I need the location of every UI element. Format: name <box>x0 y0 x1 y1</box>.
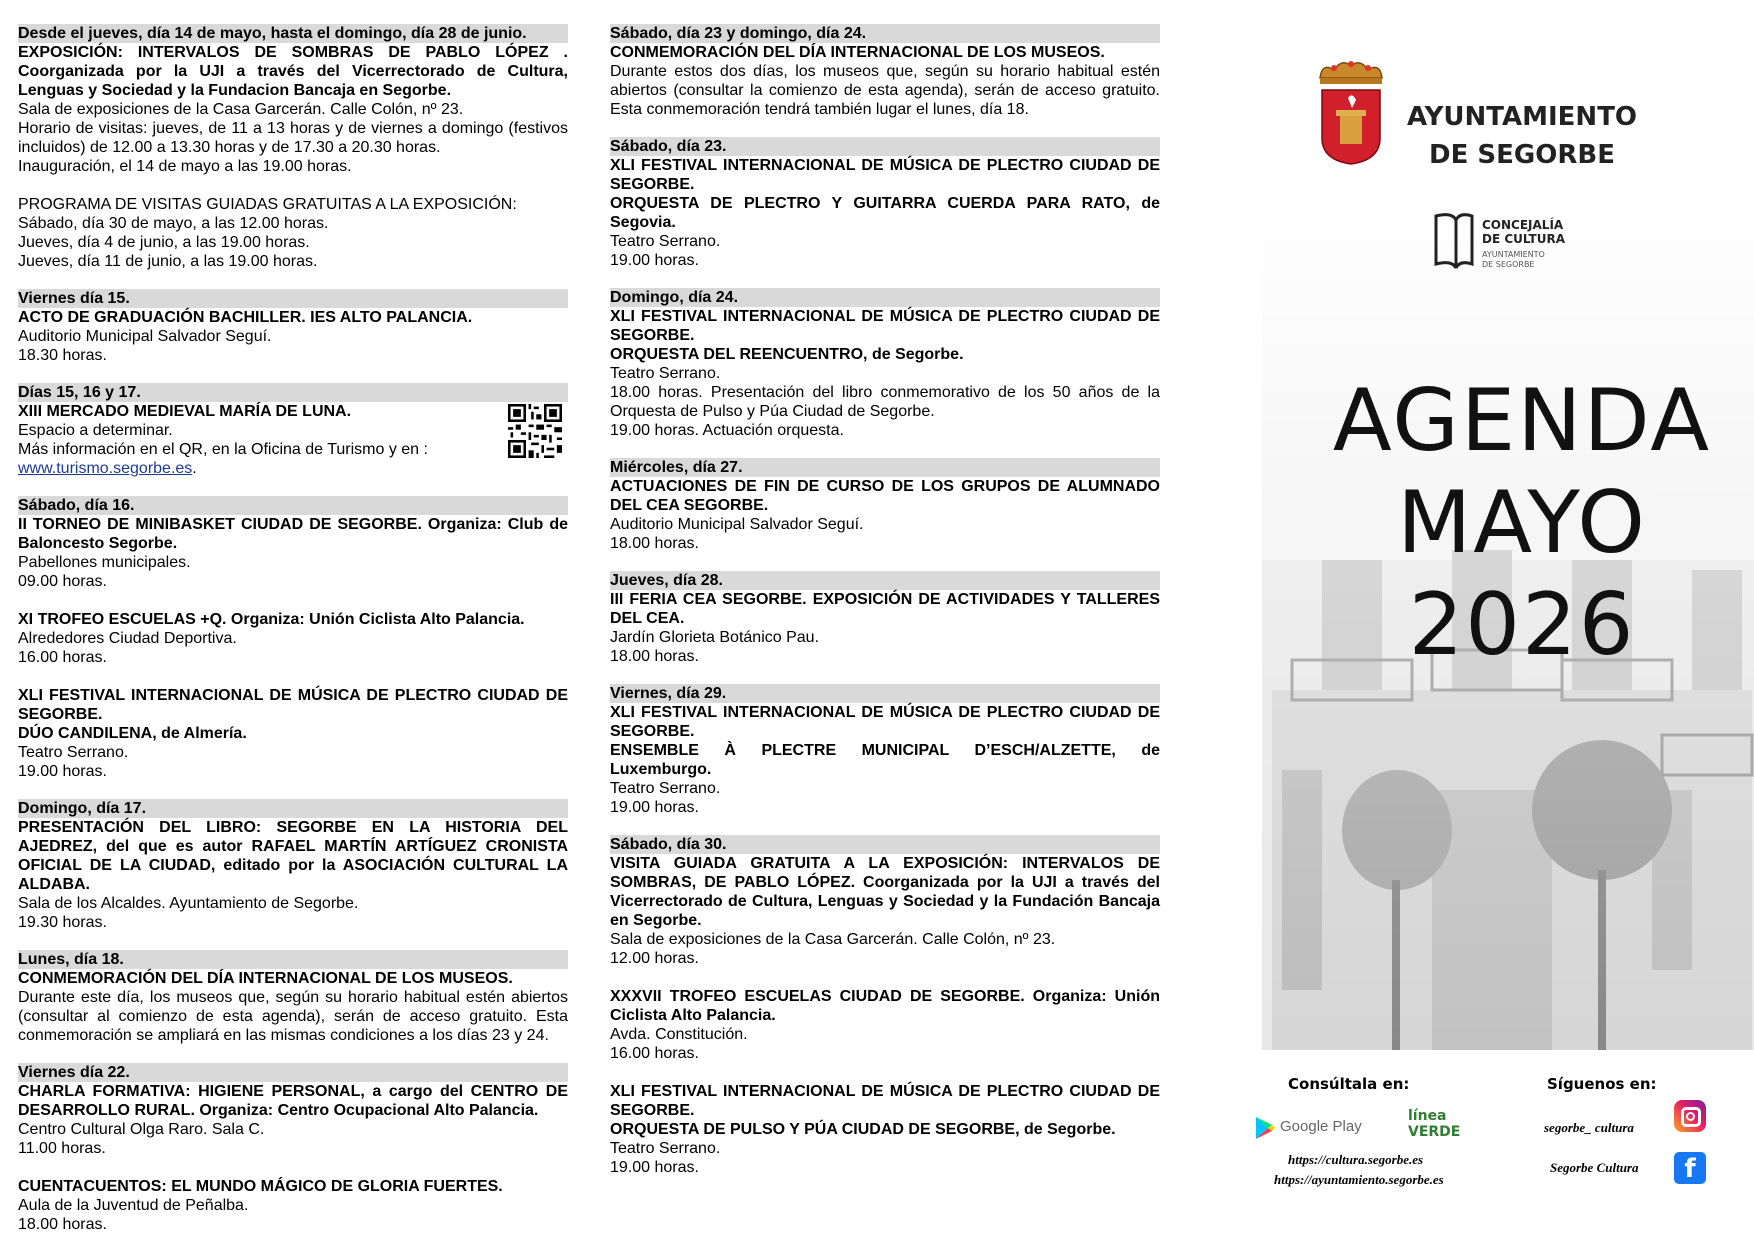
event-title: CONMEMORACIÓN DEL DÍA INTERNACIONAL DE LOS MUSEOS. <box>610 44 1105 61</box>
event-performer: ENSEMBLE À PLECTRE MUNICIPAL D’ESCH/ALZETTE, de Luxemburgo. <box>610 742 1160 778</box>
right-column <box>610 24 1160 1195</box>
event-time: 18.30 horas. <box>18 347 107 364</box>
organization-line: AYUNTAMIENTO <box>1406 102 1638 132</box>
coat-of-arms-icon <box>1312 58 1390 168</box>
event-time: 19.30 horas. <box>18 914 107 931</box>
cover-panel <box>1262 0 1754 1241</box>
event-place: Aula de la Juventud de Peñalba. <box>18 1197 249 1214</box>
event-title: III FERIA CEA SEGORBE. EXPOSICIÓN DE ACTIVIDADES Y TALLERES DEL CEA. <box>610 591 1160 627</box>
consulta-label: Consúltala en: <box>1288 1075 1410 1093</box>
program-item: Jueves, día 4 de junio, a las 19.00 horas. <box>18 234 310 251</box>
event-performer: ORQUESTA DE PULSO Y PÚA CIUDAD DE SEGORBE, de Segorbe. <box>610 1121 1116 1138</box>
event-time: 19.00 horas. <box>610 1159 699 1176</box>
event-title: EXPOSICIÓN: INTERVALOS DE SOMBRAS DE PABLO LÓPEZ . Coorganizada por la UJI a través del Vicerrectorado de Cultura, Lenguas y Sociedad y la Fundacion Bancaja en Segorbe. <box>18 44 568 99</box>
event-performer: ORQUESTA DEL REENCUENTRO, de Segorbe. <box>610 346 964 363</box>
event-date: Domingo, día 17. <box>18 799 568 818</box>
agenda-line: 2026 <box>1408 575 1636 675</box>
event-date: Sábado, día 23 y domingo, día 24. <box>610 24 1160 43</box>
concejalia-line: DE CULTURA <box>1482 232 1566 246</box>
event-info: Más información en el QR, en la Oficina de Turismo y en : <box>18 441 428 458</box>
event-date: Viernes día 22. <box>18 1063 568 1082</box>
event-block <box>18 799 568 932</box>
event-description: Durante este día, los museos que, según su horario habitual estén abiertos (consultar al comienzo de esta agenda), serán de acceso gratuito. Esta conmemoración se ampliará en las mismas condiciones a los días 23 y 24. <box>18 989 568 1044</box>
event-place: Sala de los Alcaldes. Ayuntamiento de Segorbe. <box>18 895 359 912</box>
event-time: 18.00 horas. <box>610 535 699 552</box>
event-date: Días 15, 16 y 17. <box>18 383 568 402</box>
event-title: XLI FESTIVAL INTERNACIONAL DE MÚSICA DE PLECTRO CIUDAD DE SEGORBE. <box>610 704 1160 740</box>
concejalia-subline: DE SEGORBE <box>1482 260 1535 269</box>
event-date: Desde el jueves, día 14 de mayo, hasta el domingo, día 28 de junio. <box>18 24 568 43</box>
event-title: ACTO DE GRADUACIÓN BACHILLER. IES ALTO PALANCIA. <box>18 309 473 326</box>
event-block <box>610 458 1160 553</box>
event-title: XI TROFEO ESCUELAS +Q. Organiza: Unión Ciclista Alto Palancia. <box>18 611 525 628</box>
event-block <box>610 288 1160 440</box>
event-place: Teatro Serrano. <box>610 233 721 250</box>
event-description: Durante estos dos días, los museos que, según su horario habitual estén abiertos (consultar la comienzo de esta agenda), serán de acceso gratuito. Esta conmemoración tendrá también lugar el lunes, día 18. <box>610 63 1160 118</box>
event-block <box>610 835 1160 1177</box>
event-time: 18.00 horas. Presentación del libro conmemorativo de los 50 años de la Orquesta de Pulso y Púa Ciudad de Segorbe. <box>610 384 1160 420</box>
siguenos-label: Síguenos en: <box>1547 1075 1657 1093</box>
event-title: XLI FESTIVAL INTERNACIONAL DE MÚSICA DE PLECTRO CIUDAD DE SEGORBE. <box>18 687 568 723</box>
event-inauguration: Inauguración, el 14 de mayo a las 19.00 horas. <box>18 158 352 175</box>
event-block <box>18 289 568 365</box>
event-title: ACTUACIONES DE FIN DE CURSO DE LOS GRUPOS DE ALUMNADO DEL CEA SEGORBE. <box>610 478 1160 514</box>
event-time: 16.00 horas. <box>18 649 107 666</box>
event-place: Auditorio Municipal Salvador Seguí. <box>18 328 272 345</box>
event-place: Pabellones municipales. <box>18 554 191 571</box>
event-title: XXXVII TROFEO ESCUELAS CIUDAD DE SEGORBE. Organiza: Unión Ciclista Alto Palancia. <box>610 988 1160 1024</box>
book-icon <box>1432 212 1476 272</box>
concejalia-line: CONCEJALÍA <box>1482 218 1564 232</box>
event-block <box>610 137 1160 270</box>
linea-verde-line: línea <box>1408 1108 1447 1124</box>
linea-verde-line: VERDE <box>1408 1124 1461 1140</box>
concejalia-subtitle <box>1482 250 1545 270</box>
event-time: 18.00 horas. <box>610 648 699 665</box>
event-place: Avda. Constitución. <box>610 1026 748 1043</box>
event-date: Lunes, día 18. <box>18 950 568 969</box>
event-time: 19.00 horas. Actuación orquesta. <box>610 422 844 439</box>
event-title: II TORNEO DE MINIBASKET CIUDAD DE SEGORBE. Organiza: Club de Baloncesto Segorbe. <box>18 516 568 552</box>
organization-name <box>1402 98 1642 174</box>
event-block <box>18 383 568 478</box>
event-date: Domingo, día 24. <box>610 288 1160 307</box>
event-date: Jueves, día 28. <box>610 571 1160 590</box>
event-date: Viernes día 15. <box>18 289 568 308</box>
event-performer: DÚO CANDILENA, de Almería. <box>18 725 247 742</box>
event-place: Teatro Serrano. <box>610 1140 721 1157</box>
event-date: Sábado, día 23. <box>610 137 1160 156</box>
program-title: PROGRAMA DE VISITAS GUIADAS GRATUITAS A LA EXPOSICIÓN: <box>18 196 517 213</box>
google-play-icon <box>1254 1116 1276 1140</box>
event-block <box>18 1063 568 1234</box>
event-place: Alrededores Ciudad Deportiva. <box>18 630 237 647</box>
concejalia-title <box>1482 218 1565 246</box>
event-title: XLI FESTIVAL INTERNACIONAL DE MÚSICA DE PLECTRO CIUDAD DE SEGORBE. <box>610 157 1160 193</box>
event-time: 16.00 horas. <box>610 1045 699 1062</box>
event-place: Sala de exposiciones de la Casa Garcerán. Calle Colón, nº 23. <box>610 931 1056 948</box>
agenda-line: AGENDA <box>1332 371 1712 471</box>
google-play-badge[interactable] <box>1254 1114 1364 1142</box>
event-title: PRESENTACIÓN DEL LIBRO: SEGORBE EN LA HISTORIA DEL AJEDREZ, del que es autor RAFAEL MARTÍN ARTÍGUEZ CRONISTA OFICIAL DE LA CIUDAD, editado por la ASOCIACIÓN CULTURAL LA ALDABA. <box>18 819 568 893</box>
instagram-icon[interactable] <box>1674 1100 1706 1132</box>
event-block <box>18 496 568 781</box>
program-item: Jueves, día 11 de junio, a las 19.00 horas. <box>18 253 318 270</box>
ayuntamiento-url[interactable]: https://ayuntamiento.segorbe.es <box>1274 1172 1444 1187</box>
event-place: Centro Cultural Olga Raro. Sala C. <box>18 1121 265 1138</box>
event-hours: Horario de visitas: jueves, de 11 a 13 horas y de viernes a domingo (festivos incluidos) de 12.00 a 13.30 horas y de 17.30 a 20.30 horas. <box>18 120 568 156</box>
event-time: 19.00 horas. <box>18 763 107 780</box>
qr-code-icon[interactable] <box>508 404 562 458</box>
turismo-link[interactable]: www.turismo.segorbe.es <box>18 460 193 477</box>
facebook-handle[interactable]: Segorbe Cultura <box>1550 1160 1639 1175</box>
event-place: Teatro Serrano. <box>610 780 721 797</box>
event-place: Auditorio Municipal Salvador Seguí. <box>610 516 864 533</box>
concejalia-logo <box>1422 210 1582 280</box>
event-place: Teatro Serrano. <box>610 365 721 382</box>
agenda-title <box>1322 370 1722 676</box>
event-title: XLI FESTIVAL INTERNACIONAL DE MÚSICA DE PLECTRO CIUDAD DE SEGORBE. <box>610 1083 1160 1119</box>
event-time: 12.00 horas. <box>610 950 699 967</box>
event-place: Espacio a determinar. <box>18 422 173 439</box>
event-time: 11.00 horas. <box>18 1140 106 1157</box>
event-place: Sala de exposiciones de la Casa Garcerán. Calle Colón, nº 23. <box>18 101 464 118</box>
event-place: Teatro Serrano. <box>18 744 129 761</box>
concejalia-subline: AYUNTAMIENTO <box>1482 250 1545 259</box>
event-block <box>18 950 568 1045</box>
event-time: 19.00 horas. <box>610 252 699 269</box>
event-place: Jardín Glorieta Botánico Pau. <box>610 629 820 646</box>
event-time: 19.00 horas. <box>610 799 699 816</box>
event-title: XLI FESTIVAL INTERNACIONAL DE MÚSICA DE PLECTRO CIUDAD DE SEGORBE. <box>610 308 1160 344</box>
organization-line: DE SEGORBE <box>1429 140 1615 170</box>
event-date: Miércoles, día 27. <box>610 458 1160 477</box>
facebook-icon[interactable]: f <box>1674 1152 1706 1184</box>
cultura-url[interactable]: https://cultura.segorbe.es <box>1288 1152 1424 1167</box>
event-date: Viernes, día 29. <box>610 684 1160 703</box>
agenda-line: MAYO <box>1397 473 1647 573</box>
event-date: Sábado, día 30. <box>610 835 1160 854</box>
event-title: CONMEMORACIÓN DEL DÍA INTERNACIONAL DE LOS MUSEOS. <box>18 970 513 987</box>
instagram-handle[interactable]: segorbe_ cultura <box>1544 1120 1634 1135</box>
punctuation: . <box>192 460 197 477</box>
event-date: Sábado, día 16. <box>18 496 568 515</box>
event-title: VISITA GUIADA GRATUITA A LA EXPOSICIÓN: INTERVALOS DE SOMBRAS, DE PABLO LÓPEZ. Coorganizada por la UJI a través del Vicerrectorado de Cultura, Lenguas y Sociedad y la Fundación Bancaja en Segorbe. <box>610 855 1160 929</box>
linea-verde-logo[interactable] <box>1408 1108 1464 1148</box>
event-performer: ORQUESTA DE PLECTRO Y GUITARRA CUERDA PARA RATO, de Segovia. <box>610 195 1160 231</box>
event-title: CHARLA FORMATIVA: HIGIENE PERSONAL, a cargo del CENTRO DE DESARROLLO RURAL. Organiza: Centro Ocupacional Alto Palancia. <box>18 1083 568 1119</box>
google-play-label: Google Play <box>1280 1118 1362 1135</box>
event-block <box>610 684 1160 817</box>
event-title: CUENTACUENTOS: EL MUNDO MÁGICO DE GLORIA FUERTES. <box>18 1178 503 1195</box>
event-title: XIII MERCADO MEDIEVAL MARÍA DE LUNA. <box>18 403 352 420</box>
event-time: 09.00 horas. <box>18 573 107 590</box>
program-item: Sábado, día 30 de mayo, a las 12.00 horas. <box>18 215 329 232</box>
event-time: 18.00 horas. <box>18 1216 107 1233</box>
event-block <box>18 24 568 271</box>
left-column <box>18 24 568 1252</box>
event-block <box>610 24 1160 119</box>
event-block <box>610 571 1160 666</box>
